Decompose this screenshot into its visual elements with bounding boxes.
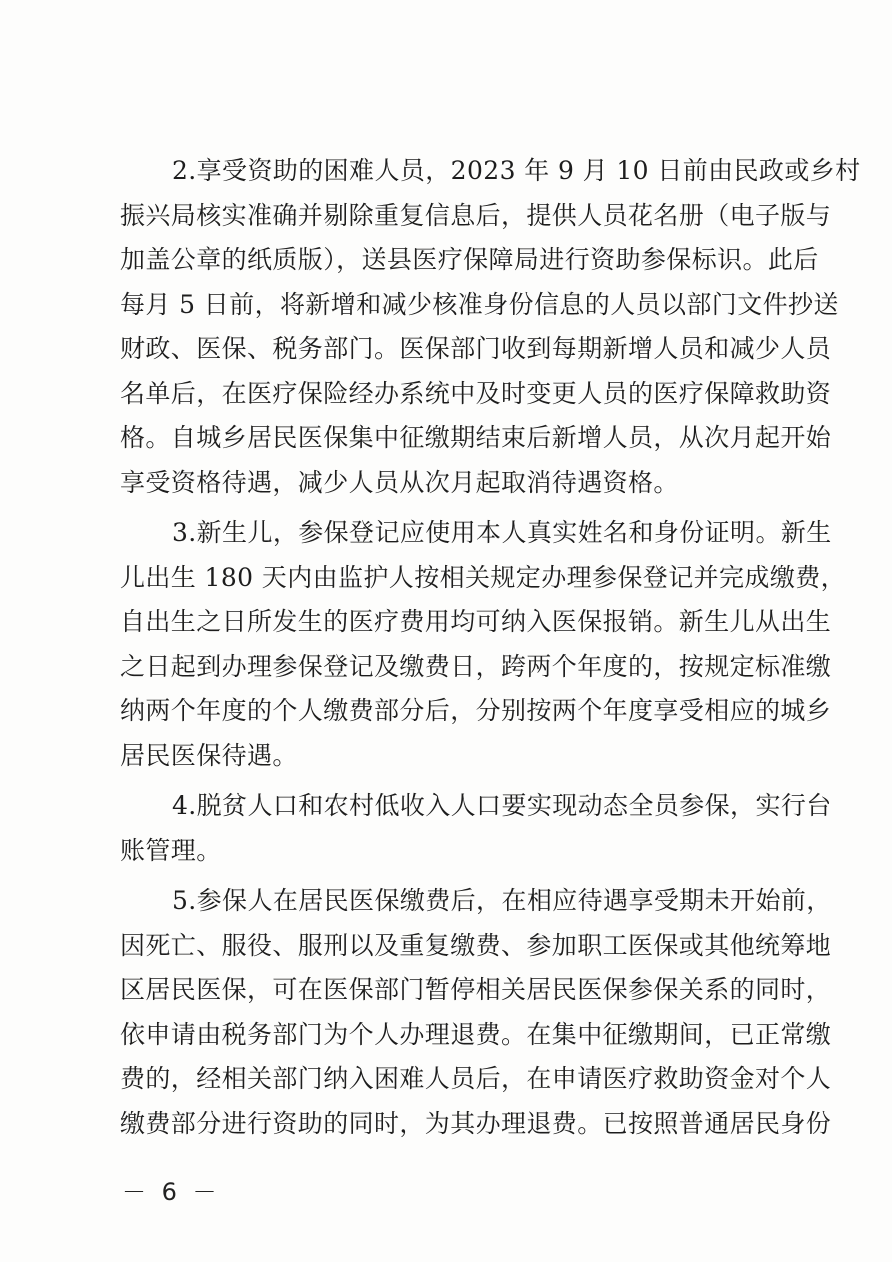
paragraph-item-5 <box>120 879 832 1146</box>
text-line: 区居民医保，可在医保部门暂停相关居民医保参保关系的同时， <box>120 975 832 1004</box>
text-line: 2.享受资助的困难人员，2023 年 9 月 10 日前由民政或乡村 <box>172 156 861 185</box>
text-line: 之日起到办理参保登记及缴费日，跨两个年度的，按规定标准缴 <box>120 651 832 681</box>
text-line: 居民医保待遇。 <box>120 740 298 770</box>
text-line: 财政、医保、税务部门。医保部门收到每期新增人员和减少人员 <box>120 334 832 363</box>
page-number: － 6 － <box>122 1178 221 1206</box>
text-line: 名单后，在医疗保险经办系统中及时变更人员的医疗保障救助资 <box>120 378 832 408</box>
text-line: 享受资格待遇，减少人员从次月起取消待遇资格。 <box>120 467 679 497</box>
text-line: 5.参保人在居民医保缴费后，在相应待遇享受期未开始前， <box>172 886 832 915</box>
text-line: 纳两个年度的个人缴费部分后，分别按两个年度享受相应的城乡 <box>120 696 832 725</box>
text-line: 每月 5 日前，将新增和减少核准身份信息的人员以部门文件抄送 <box>120 289 839 319</box>
text-line: 依申请由税务部门为个人办理退费。在集中征缴期间，已正常缴 <box>120 1019 832 1049</box>
text-line: 自出生之日所发生的医疗费用均可纳入医保报销。新生儿从出生 <box>120 607 832 636</box>
document-body <box>120 149 861 1146</box>
paragraph-item-2 <box>120 149 861 505</box>
text-line: 振兴局核实准确并剔除重复信息后，提供人员花名册（电子版与 <box>120 200 832 230</box>
paragraph-item-3 <box>120 511 847 778</box>
text-line: 格。自城乡居民医保集中征缴期结束后新增人员，从次月起开始 <box>120 423 832 452</box>
paragraph-item-4 <box>120 784 832 873</box>
text-line: 3.新生儿，参保登记应使用本人真实姓名和身份证明。新生 <box>172 518 832 547</box>
text-line: 儿出生 180 天内由监护人按相关规定办理参保登记并完成缴费， <box>120 562 847 592</box>
text-line: 账管理。 <box>120 835 222 865</box>
text-line: 缴费部分进行资助的同时，为其办理退费。已按照普通居民身份 <box>120 1108 832 1138</box>
text-line: 4.脱贫人口和农村低收入人口要实现动态全员参保，实行台 <box>172 791 832 820</box>
text-line: 加盖公章的纸质版），送县医疗保障局进行资助参保标识。此后 <box>120 245 819 274</box>
text-line: 费的，经相关部门纳入困难人员后，在申请医疗救助资金对个人 <box>120 1064 832 1093</box>
text-line: 因死亡、服役、服刑以及重复缴费、参加职工医保或其他统筹地 <box>120 930 832 960</box>
